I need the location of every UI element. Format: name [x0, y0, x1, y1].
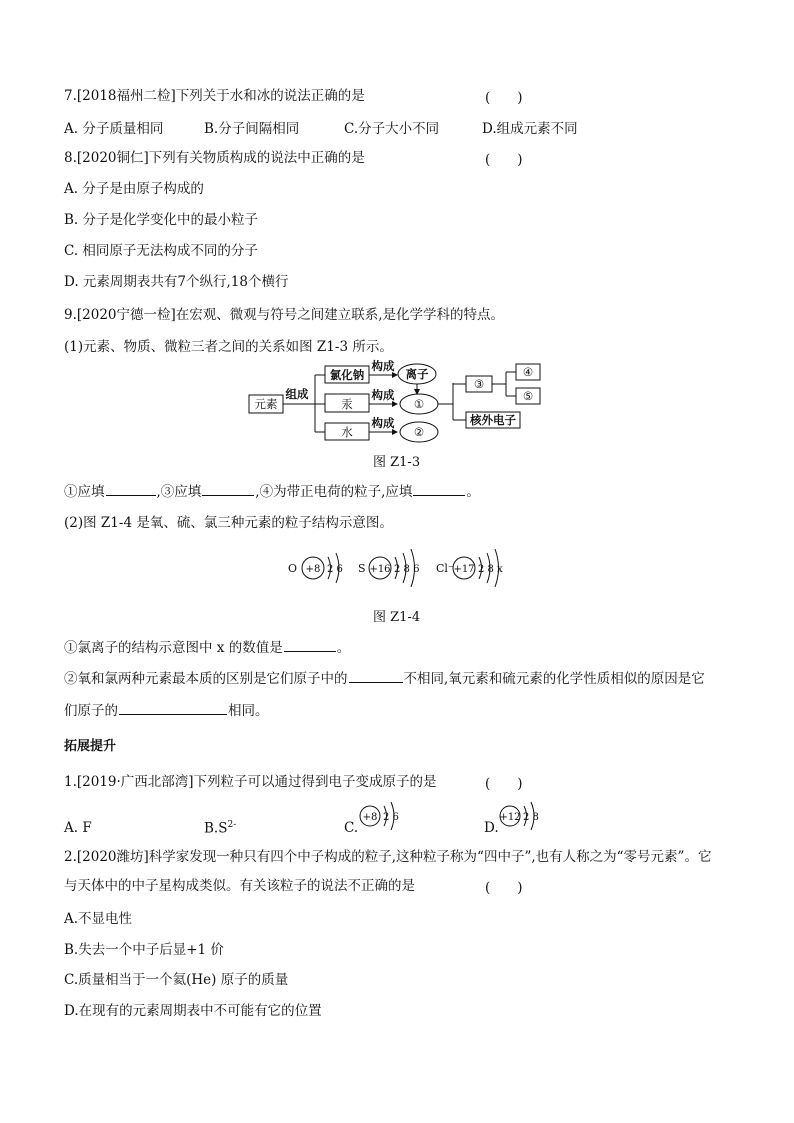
q9-part2: (2)图 Z1-4 是氧、硫、氯三种元素的粒子结构示意图。: [64, 515, 393, 531]
q7-option-c: C.分子大小不同: [344, 121, 440, 137]
e2-option-c: C.质量相当于一个氦(He) 原子的质量: [64, 972, 289, 988]
q7-option-b: B.分子间隔相同: [204, 121, 300, 137]
fig2-chloride-label: Cl⁻: [436, 562, 454, 575]
fig2-sulfur-nucleus: +16: [369, 564, 391, 575]
fig1-ion: 离子: [405, 367, 429, 381]
sub2-b: 不相同,氧元素和硫元素的化学性质相似的原因是它: [403, 671, 705, 687]
answer-blank-1[interactable]: [106, 481, 156, 496]
q7-option-d: D.组成元素不同: [482, 121, 578, 137]
fill1-a: ①应填: [64, 484, 105, 500]
e2-stem-line2: 与天体中的中子星构成类似。有关该粒子的说法不正确的是: [64, 878, 415, 894]
e1-option-b-charge: 2-: [227, 820, 237, 830]
sub1-a: ①氯离子的结构示意图中 x 的数值是: [64, 640, 283, 656]
figure-z1-3: [240, 358, 560, 450]
fig2-oxygen-nucleus: +8: [305, 564, 321, 575]
q7-answer-paren: ( ): [485, 90, 523, 106]
q9-stem: 9.[2020宁德一检]在宏观、微观与符号之间建立联系,是化学学科的特点。: [64, 307, 505, 323]
fill1-d: 。: [466, 484, 480, 500]
e2-option-d: D.在现有的元素周期表中不可能有它的位置: [64, 1003, 322, 1019]
answer-blank-similarity[interactable]: [119, 700, 227, 715]
fig1-water: 水: [341, 425, 353, 439]
fig1-blank-3: ③: [473, 377, 485, 391]
fig1-blank-1: ①: [413, 397, 425, 411]
fig2-oxygen-shells: 2 6: [327, 564, 343, 575]
fill1-b: ,③应填: [156, 484, 202, 500]
q9-sub1: [64, 637, 350, 658]
q7-stem: 7.[2018福州二检]下列关于水和冰的说法正确的是: [64, 88, 365, 104]
q8-option-a: A. 分子是由原子构成的: [64, 181, 204, 197]
e1-d-nucleus: +12: [499, 812, 521, 823]
answer-blank-4[interactable]: [413, 481, 465, 496]
fig1-caption: 图 Z1-3: [373, 455, 421, 470]
e1-c-nucleus: +8: [362, 812, 378, 823]
sub1-b: 。: [336, 640, 351, 656]
e2-stem: 2.[2020潍坊]科学家发现一种只有四个中子构成的粒子,这种粒子称为“四中子”,也有人称之为“零号元素”。它: [64, 849, 712, 865]
answer-blank-essence[interactable]: [349, 668, 403, 683]
fig2-caption: 图 Z1-4: [373, 610, 421, 625]
section-title: 拓展提升: [64, 739, 117, 754]
fig1-electron: 核外电子: [470, 413, 516, 427]
e1-option-c-diagram: [356, 796, 416, 838]
fig1-blank-5: ⑤: [522, 389, 534, 403]
fig2-oxygen-label: O: [288, 562, 298, 575]
fig2-chloride-shells: 2 8 x: [478, 564, 503, 575]
fig2-chloride-nucleus: +17: [453, 564, 475, 575]
e2-option-b: B.失去一个中子后显+1 价: [64, 942, 224, 958]
q7-option-a: A. 分子质量相同: [64, 121, 164, 137]
q9-fill-line: [64, 481, 480, 502]
e1-d-shells: 2 8: [523, 812, 539, 823]
q9-sub2: [64, 668, 705, 689]
q8-option-d: D. 元素周期表共有7个纵行,18个横行: [64, 274, 289, 290]
fig1-constitute-3: 构成: [371, 416, 395, 430]
fig2-sulfur-shells: 2 8 6: [394, 564, 420, 575]
q9-part1: (1)元素、物质、微粒三者之间的关系如图 Z1-3 所示。: [64, 339, 393, 355]
e1-c-shells: 2 6: [383, 812, 399, 823]
answer-blank-x[interactable]: [284, 637, 336, 652]
e1-stem: 1.[2019·广西北部湾]下列粒子可以通过得到电子变成原子的是: [64, 774, 437, 790]
fig1-nacl: 氯化钠: [329, 368, 365, 382]
e2-option-a: A.不显电性: [64, 911, 133, 927]
sub2-line2-b: 相同。: [228, 703, 269, 719]
q8-answer-paren: ( ): [485, 152, 523, 168]
q8-option-b: B. 分子是化学变化中的最小粒子: [64, 212, 259, 228]
fig1-blank-2: ②: [413, 425, 425, 439]
fig1-element: 元素: [254, 397, 278, 411]
e1-option-c: C.: [344, 820, 359, 836]
q9-sub2-line2: [64, 700, 269, 721]
fig1-blank-4: ④: [522, 365, 534, 379]
sub2-a: ②氧和氯两种元素最本质的区别是它们原子中的: [64, 671, 348, 687]
fig1-constitute-1: 构成: [371, 359, 395, 373]
e1-option-d-diagram: [496, 796, 556, 838]
figure-z1-4: [280, 542, 520, 594]
fig1-compose: 组成: [285, 387, 309, 401]
fill1-c: ,④为带正电荷的粒子,应填: [255, 484, 413, 500]
e1-option-b-text: B.S: [204, 820, 228, 837]
sub2-line2-a: 们原子的: [64, 703, 118, 719]
fig1-constitute-2: 构成: [371, 388, 395, 402]
e1-option-b: [204, 820, 236, 837]
q8-option-c: C. 相同原子无法构成不同的分子: [64, 243, 258, 259]
e1-option-d: D.: [484, 820, 499, 836]
answer-blank-3[interactable]: [202, 481, 254, 496]
fig1-hg: 汞: [341, 397, 353, 411]
e2-answer-paren: ( ): [485, 880, 523, 896]
e1-option-a: A. F: [64, 820, 92, 836]
q8-stem: 8.[2020铜仁]下列有关物质构成的说法中正确的是: [64, 150, 365, 166]
fig2-sulfur-label: S: [358, 562, 366, 575]
e1-answer-paren: ( ): [485, 776, 523, 792]
